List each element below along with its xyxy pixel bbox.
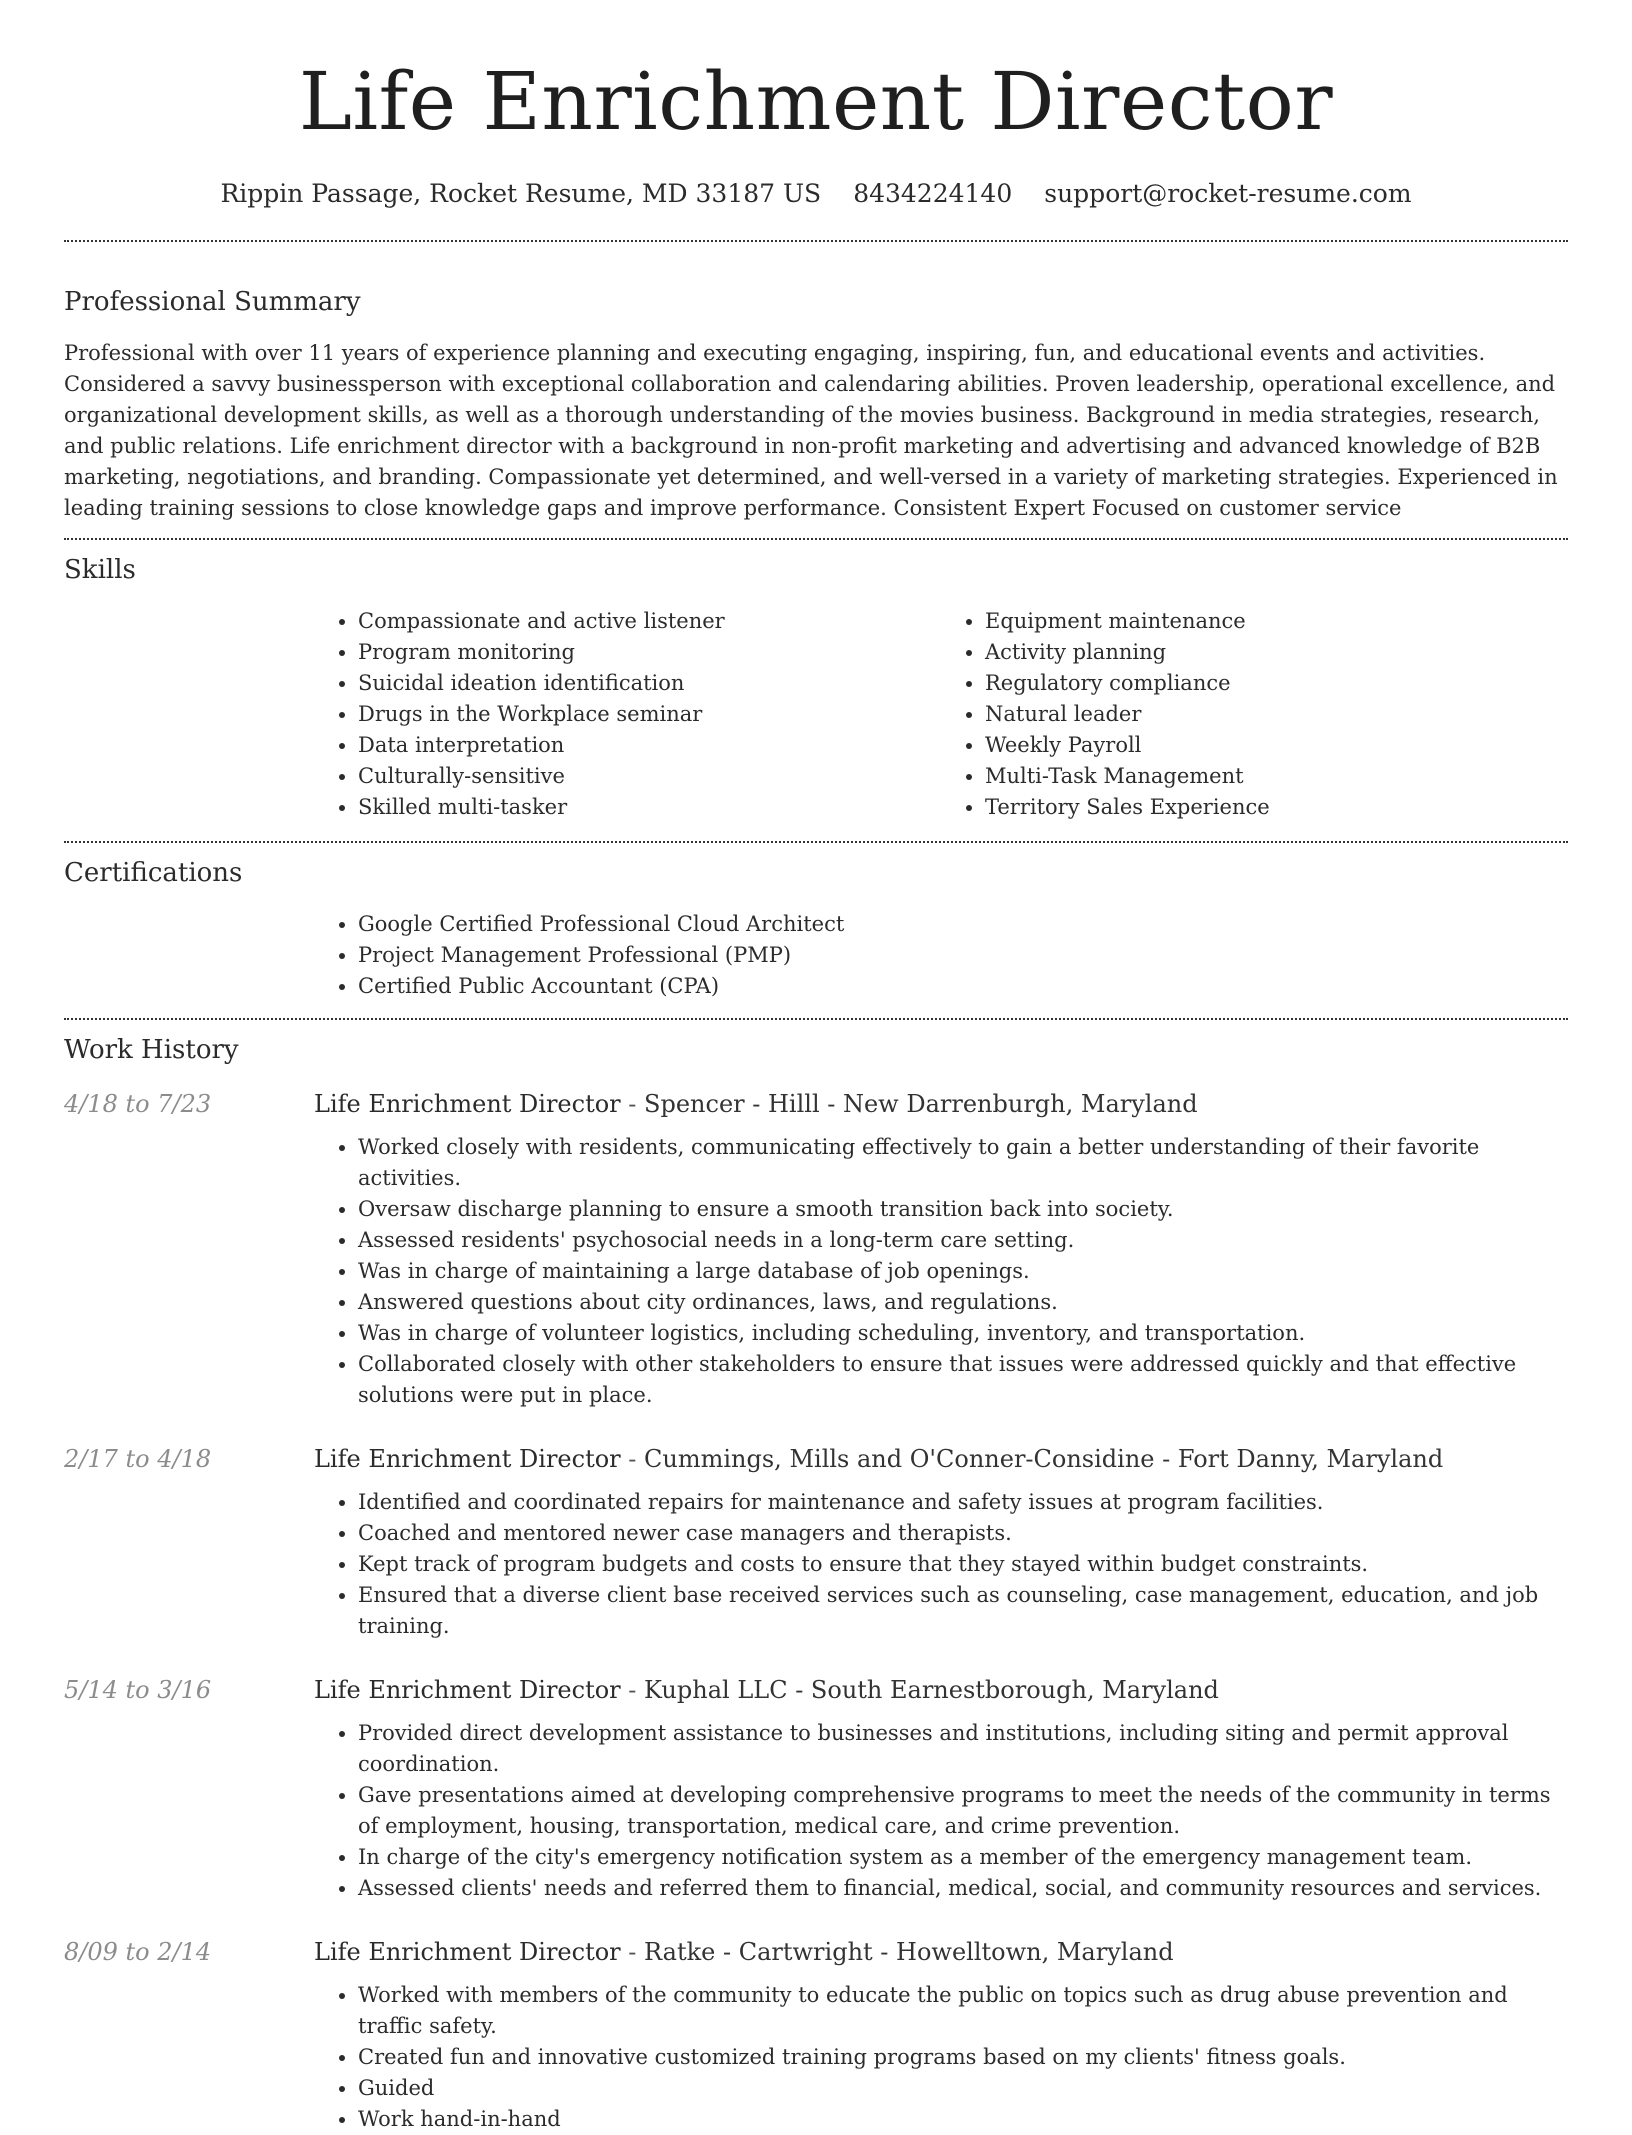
summary-section xyxy=(64,242,1568,524)
skill-item: • Equipment maintenance xyxy=(985,606,1568,637)
skills-grid xyxy=(314,606,1568,823)
job-heading xyxy=(314,1086,1568,1122)
skill-item: • Drugs in the Workplace seminar xyxy=(358,699,941,730)
job-separator: - xyxy=(620,1090,645,1118)
job-entry xyxy=(64,1934,1568,2135)
job-body xyxy=(314,1934,1568,2135)
job-heading xyxy=(314,1441,1568,1477)
job-bullet: • Assessed residents' psychosocial needs in a long-term care setting. xyxy=(358,1225,1568,1256)
job-bullet: • Assessed clients' needs and referred them to financial, medical, social, and community resources and services. xyxy=(358,1873,1568,1904)
job-bullet: • Was in charge of volunteer logistics, including scheduling, inventory, and transportation. xyxy=(358,1318,1568,1349)
job-body xyxy=(314,1441,1568,1642)
skill-item: • Activity planning xyxy=(985,637,1568,668)
job-role: Life Enrichment Director xyxy=(314,1445,621,1473)
email[interactable]: support@rocket-resume.com xyxy=(1044,179,1412,208)
job-role: Life Enrichment Director xyxy=(314,1090,621,1118)
skills-title: Skills xyxy=(64,555,136,585)
job-body xyxy=(314,1086,1568,1411)
job-dates: 8/09 to 2/14 xyxy=(64,1938,212,1966)
skills-column-right xyxy=(941,606,1568,823)
certifications-list xyxy=(314,909,1568,1002)
job-bullet: • Created fun and innovative customized training programs based on my clients' fitness goals. xyxy=(358,2042,1568,2073)
job-separator: - xyxy=(620,1938,645,1966)
job-separator: - xyxy=(620,1676,645,1704)
skill-item: • Skilled multi-tasker xyxy=(358,792,941,823)
work-history-section xyxy=(64,1020,1568,2135)
job-body xyxy=(314,1672,1568,1904)
job-dates: 5/14 to 3/16 xyxy=(64,1676,212,1704)
skill-item: • Culturally-sensitive xyxy=(358,761,941,792)
job-heading xyxy=(314,1672,1568,1708)
job-dates: 4/18 to 7/23 xyxy=(64,1090,212,1118)
job-separator: - xyxy=(620,1445,645,1473)
skill-item: • Suicidal ideation identification xyxy=(358,668,941,699)
summary-title: Professional Summary xyxy=(64,287,361,317)
contact-line xyxy=(64,176,1568,212)
job-heading xyxy=(314,1934,1568,1970)
phone: 8434224140 xyxy=(853,179,1013,208)
job-employer: Spencer - Hilll - New Darrenburgh, Maryland xyxy=(644,1090,1198,1118)
job-bullet: • Oversaw discharge planning to ensure a smooth transition back into society. xyxy=(358,1194,1568,1225)
job-entry xyxy=(64,1672,1568,1904)
job-bullet: • Work hand-in-hand xyxy=(358,2104,1568,2135)
job-role: Life Enrichment Director xyxy=(314,1938,621,1966)
job-entry xyxy=(64,1441,1568,1642)
job-bullet: • Guided xyxy=(358,2073,1568,2104)
job-dates: 2/17 to 4/18 xyxy=(64,1445,212,1473)
job-bullet: • Gave presentations aimed at developing comprehensive programs to meet the needs of the community in terms of employment, housing, transportation, medical care, and crime prevention. xyxy=(358,1780,1568,1842)
certification-item: • Certified Public Accountant (CPA) xyxy=(358,971,1568,1002)
job-bullet: • In charge of the city's emergency notification system as a member of the emergency management team. xyxy=(358,1842,1568,1873)
job-entry xyxy=(64,1086,1568,1411)
job-bullet: • Provided direct development assistance to businesses and institutions, including siting and permit approval coordination. xyxy=(358,1718,1568,1780)
candidate-name: Life Enrichment Director xyxy=(298,55,1334,148)
skill-item: • Territory Sales Experience xyxy=(985,792,1568,823)
job-bullet: • Kept track of program budgets and costs to ensure that they stayed within budget constraints. xyxy=(358,1549,1568,1580)
skill-item: • Data interpretation xyxy=(358,730,941,761)
job-bullet: • Ensured that a diverse client base received services such as counseling, case management, education, and job training. xyxy=(358,1580,1568,1642)
skill-item: • Weekly Payroll xyxy=(985,730,1568,761)
skill-item: • Multi-Task Management xyxy=(985,761,1568,792)
job-bullet: • Worked with members of the community to educate the public on topics such as drug abuse prevention and traffic safety. xyxy=(358,1980,1568,2042)
skills-section xyxy=(64,540,1568,823)
job-bullet: • Collaborated closely with other stakeholders to ensure that issues were addressed quickly and that effective solutions were put in place. xyxy=(358,1349,1568,1411)
job-bullet: • Coached and mentored newer case managers and therapists. xyxy=(358,1518,1568,1549)
jobs-list xyxy=(64,1086,1568,2135)
address: Rippin Passage, Rocket Resume, MD 33187 US xyxy=(220,179,822,208)
certification-item: • Google Certified Professional Cloud Architect xyxy=(358,909,1568,940)
certification-item: • Project Management Professional (PMP) xyxy=(358,940,1568,971)
certifications-title: Certifications xyxy=(64,858,243,888)
job-role: Life Enrichment Director xyxy=(314,1676,621,1704)
skills-column-left xyxy=(314,606,941,823)
skill-item: • Program monitoring xyxy=(358,637,941,668)
skill-item: • Compassionate and active listener xyxy=(358,606,941,637)
job-employer: Ratke - Cartwright - Howelltown, Maryland xyxy=(644,1938,1174,1966)
job-employer: Kuphal LLC - South Earnestborough, Maryland xyxy=(644,1676,1219,1704)
certifications-section xyxy=(64,843,1568,1002)
job-bullets xyxy=(314,1132,1568,1411)
summary-text: Professional with over 11 years of experience planning and executing engaging, inspiring, fun, and educational events and activities. Considered a savvy businessperson with exceptional collaboration and calendaring abilities. Proven leadership, operational excellence, and organizational development skills, as well as a thorough understanding of the movies business. Background in media strategies, research, and public relations. Life enrichment director with a background in non-profit marketing and advertising and advanced knowledge of B2B marketing, negotiations, and branding. Compassionate yet determined, and well-versed in a variety of marketing strategies. Experienced in leading training sessions to close knowledge gaps and improve performance. Consistent Expert Focused on customer service xyxy=(64,341,1558,520)
job-bullet: • Worked closely with residents, communicating effectively to gain a better understanding of their favorite activities. xyxy=(358,1132,1568,1194)
skill-item: • Regulatory compliance xyxy=(985,668,1568,699)
job-bullets xyxy=(314,1487,1568,1642)
job-bullet: • Identified and coordinated repairs for maintenance and safety issues at program facilities. xyxy=(358,1487,1568,1518)
job-employer: Cummings, Mills and O'Conner-Considine - Fort Danny, Maryland xyxy=(644,1445,1444,1473)
job-bullets xyxy=(314,1718,1568,1904)
job-bullet: • Was in charge of maintaining a large database of job openings. xyxy=(358,1256,1568,1287)
job-bullet: • Answered questions about city ordinances, laws, and regulations. xyxy=(358,1287,1568,1318)
skill-item: • Natural leader xyxy=(985,699,1568,730)
work-history-title: Work History xyxy=(64,1035,239,1065)
